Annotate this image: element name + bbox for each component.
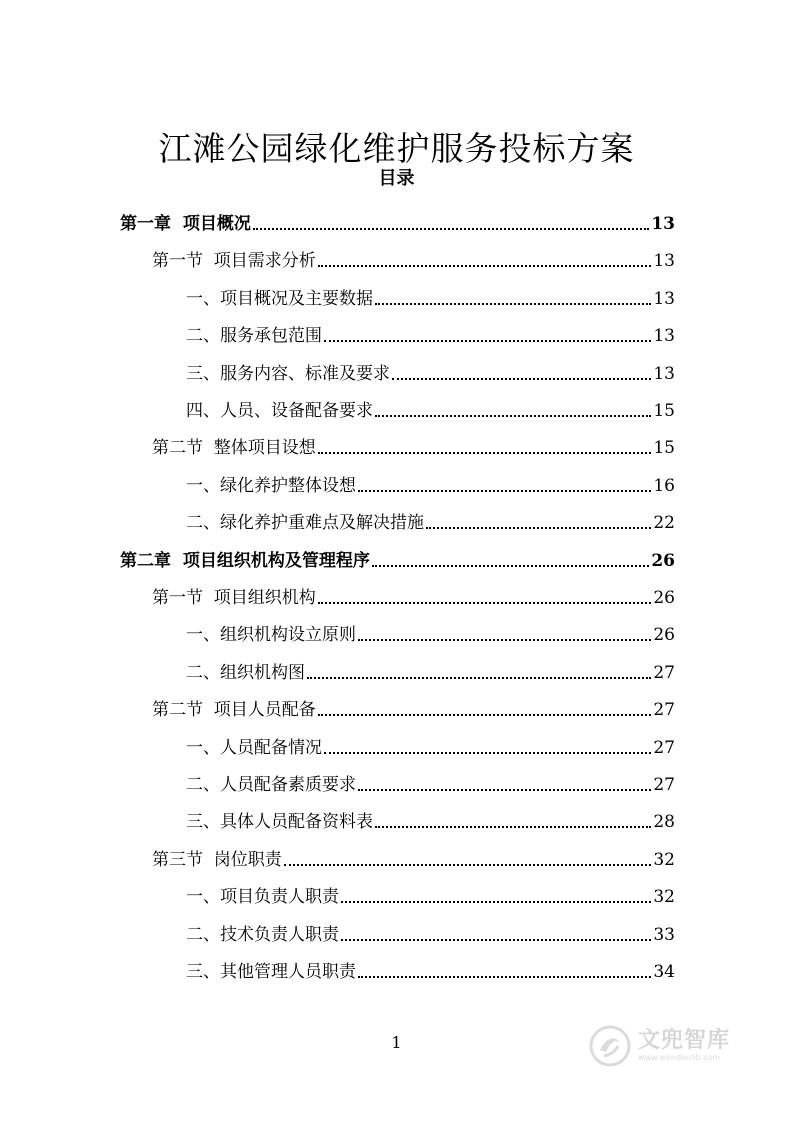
- watermark-name: 文兜智库: [638, 1028, 731, 1053]
- toc-entry[interactable]: [186, 877, 675, 909]
- toc-dot-leader: [358, 489, 651, 492]
- toc-entry-page: 28: [653, 812, 675, 833]
- toc-entry-label: 二、技术负责人职责: [186, 924, 339, 945]
- toc-entry-label: 一、人员配备情况: [186, 737, 322, 758]
- toc-entry-label: 三、具体人员配备资料表: [186, 812, 373, 833]
- toc-entry[interactable]: [186, 503, 675, 535]
- toc-entry[interactable]: [152, 578, 675, 610]
- toc-entry-label: 第二节 项目人员配备: [152, 700, 316, 721]
- toc-entry-page: 26: [653, 588, 675, 608]
- toc-entry-label: 三、服务内容、标准及要求: [186, 363, 390, 384]
- toc-entry[interactable]: [120, 541, 675, 573]
- toc-entry[interactable]: [186, 615, 675, 647]
- toc-entry-page: 16: [653, 475, 675, 496]
- toc-entry-page: 15: [653, 438, 675, 459]
- toc-entry-page: 34: [653, 962, 675, 982]
- toc-entry-page: 13: [653, 251, 675, 272]
- toc-entry-page: 15: [653, 401, 675, 421]
- toc-entry-page: 13: [653, 363, 675, 384]
- toc-dot-leader: [375, 414, 651, 417]
- toc-dot-leader: [375, 302, 651, 305]
- toc-dot-leader: [307, 676, 651, 679]
- toc-entry-label: 第二节 整体项目设想: [152, 438, 316, 459]
- toc-entry-label: 第一节 项目需求分析: [152, 251, 316, 272]
- toc-entry-label: 第一节 项目组织机构: [152, 588, 316, 608]
- toc-dot-leader: [324, 751, 651, 754]
- toc-entry-label: 二、绿化养护重难点及解决措施: [186, 513, 424, 534]
- toc-entry[interactable]: [152, 840, 675, 872]
- toc-entry-page: 32: [653, 849, 675, 870]
- toc-dot-leader: [318, 713, 652, 716]
- toc-entry[interactable]: [186, 765, 675, 797]
- toc-dot-leader: [341, 938, 651, 941]
- toc-entry[interactable]: [186, 728, 675, 760]
- toc-entry[interactable]: [186, 653, 675, 685]
- toc-entry-label: 第三节 岗位职责: [152, 849, 282, 870]
- toc-dot-leader: [392, 377, 651, 380]
- toc-entry-label: 一、组织机构设立原则: [186, 625, 356, 646]
- toc-dot-leader: [358, 788, 651, 791]
- toc-entry-page: 13: [653, 288, 675, 309]
- toc-entry-page: 26: [653, 625, 675, 646]
- toc-dot-leader: [318, 451, 652, 454]
- toc-dot-leader: [372, 564, 649, 567]
- toc-entry-label: 二、组织机构图: [186, 662, 305, 683]
- toc-entry-page: 13: [651, 214, 675, 234]
- toc-entry-label: 二、人员配备素质要求: [186, 775, 356, 795]
- toc-entry-page: 27: [653, 662, 675, 683]
- toc-dot-leader: [253, 227, 649, 230]
- toc-entry[interactable]: [186, 354, 675, 386]
- toc-entry-page: 13: [653, 326, 675, 347]
- toc-entry-page: 26: [651, 550, 675, 571]
- toc-entry[interactable]: [186, 391, 675, 423]
- toc-entry[interactable]: [186, 802, 675, 834]
- toc-dot-leader: [358, 638, 651, 641]
- toc-entry-page: 27: [653, 737, 675, 758]
- toc-entry-page: 22: [653, 513, 675, 534]
- toc-entry[interactable]: [152, 428, 675, 460]
- toc-dot-leader: [358, 975, 651, 978]
- watermark-url: www.wendoulib.com: [638, 1053, 721, 1062]
- toc-entry[interactable]: [186, 915, 675, 947]
- toc-entry-page: 33: [653, 924, 675, 945]
- toc-entry[interactable]: [186, 466, 675, 498]
- toc-entry[interactable]: [186, 316, 675, 348]
- toc-entry[interactable]: [152, 241, 675, 273]
- toc-entry-label: 一、项目概况及主要数据: [186, 288, 373, 309]
- toc-entry[interactable]: [152, 690, 675, 722]
- toc-entry-label: 三、其他管理人员职责: [186, 962, 356, 982]
- toc-dot-leader: [324, 339, 651, 342]
- toc-entry-label: 一、绿化养护整体设想: [186, 475, 356, 496]
- page-number: 1: [391, 1033, 402, 1052]
- wendou-logo-icon: [588, 1024, 632, 1068]
- watermark: [588, 1018, 758, 1074]
- toc-entry-label: 二、服务承包范围: [186, 326, 322, 347]
- toc-entry-label: 四、人员、设备配备要求: [186, 401, 373, 421]
- toc-dot-leader: [426, 526, 651, 529]
- toc-dot-leader: [318, 264, 652, 267]
- toc-heading: 目录: [378, 168, 415, 189]
- toc-entry-page: 27: [653, 775, 675, 795]
- toc-dot-leader: [375, 825, 651, 828]
- toc-entry-page: 32: [653, 887, 675, 908]
- toc-entry-label: 一、项目负责人职责: [186, 887, 339, 908]
- document-title: 江滩公园绿化维护服务投标方案: [158, 129, 635, 169]
- toc-entry-page: 27: [653, 700, 675, 721]
- toc-entry[interactable]: [186, 279, 675, 311]
- toc-entry-label: 第一章 项目概况: [120, 214, 251, 234]
- toc-entry[interactable]: [186, 952, 675, 984]
- toc-entry-label: 第二章 项目组织机构及管理程序: [120, 550, 370, 571]
- toc-entry[interactable]: [120, 204, 675, 236]
- toc-dot-leader: [284, 863, 652, 866]
- toc-dot-leader: [341, 900, 651, 903]
- toc-dot-leader: [318, 601, 652, 604]
